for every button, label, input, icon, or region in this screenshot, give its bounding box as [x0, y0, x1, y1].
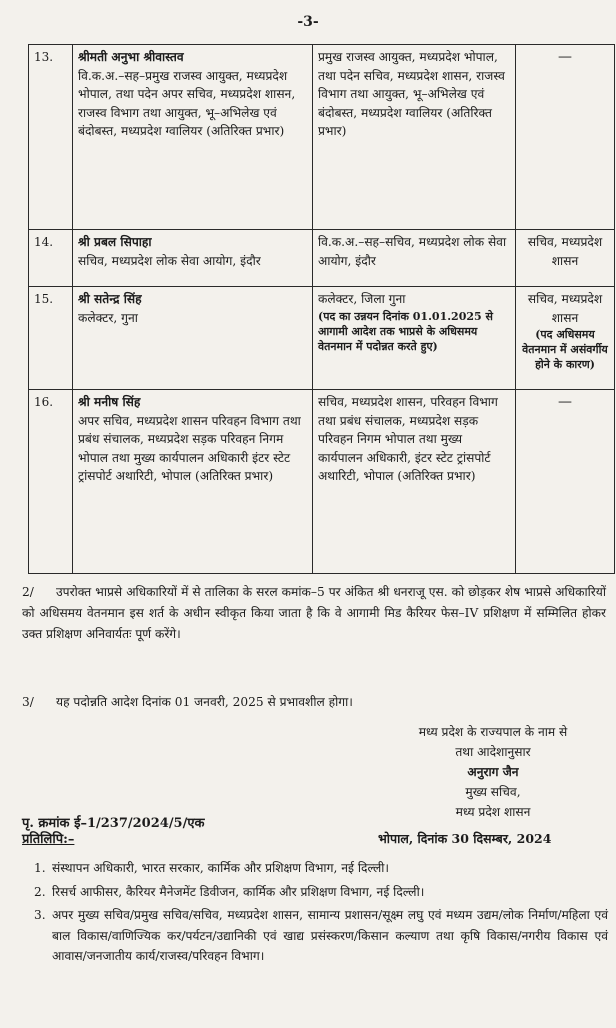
posting-table — [28, 44, 615, 574]
officer-cell — [73, 390, 313, 574]
current-post: अपर सचिव, मध्यप्रदेश शासन परिवहन विभाग तथा प्रबंध संचालक, मध्यप्रदेश सड़क परिवहन निगम भोपाल तथा मुख्य कार्यपालन अधिकारी इंटर स्टेट ट्रांसपोर्ट अथारिटी, भोपाल (अतिरिक्त प्रभार) — [78, 413, 301, 483]
table-row — [29, 287, 615, 390]
remark-cell — [516, 390, 615, 574]
paragraph-3 — [22, 692, 606, 713]
list-item — [34, 905, 608, 967]
officer-cell — [73, 287, 313, 390]
remark-cell — [516, 230, 615, 287]
new-post: वि.क.अ.–सह–सचिव, मध्यप्रदेश लोक सेवा आयोग, इंदौर — [318, 235, 507, 268]
order-reference: पृ. क्रमांक ई–1/237/2024/5/एक — [22, 816, 205, 831]
list-text: रिसर्च आफीसर, कैरियर मैनेजमेंट डिवीजन, कार्मिक और प्रशिक्षण विभाग, नई दिल्ली। — [52, 884, 425, 899]
serial-number: 16. — [29, 390, 73, 574]
page-number: -3- — [297, 14, 319, 30]
serial-number: 15. — [29, 287, 73, 390]
remark: — — [558, 49, 572, 65]
signatory-designation: मुख्य सचिव, — [465, 785, 521, 799]
remark-note: (पद अधिसमय वेतनमान में असंवर्गीय होने के कारण) — [522, 328, 608, 371]
new-post: प्रमुख राजस्व आयुक्त, मध्यप्रदेश भोपाल, तथा पदेन सचिव, मध्यप्रदेश शासन, राजस्व विभाग तथा आयुक्त, भू–अभिलेख एवं बंदोबस्त, मध्यप्रदेश ग्वालियर (अतिरिक्त प्रभार) — [318, 50, 505, 138]
paragraph-text: उपरोक्त भाप्रसे अधिकारियों में से तालिका के सरल कमांक–5 पर अंकित श्री धनराजू एस. को छोड़कर शेष भाप्रसे अधिकारियों को अधिसमय वेतनमान इस शर्त के अधीन स्वीकृत किया जाता है कि वे आगामी मिड कैरियर फेस–IV प्रशिक्षण में सम्मिलित होकर उक्त प्रशिक्षण अनिवार्यतः पूर्ण करेंगे। — [22, 585, 606, 641]
remark-cell — [516, 287, 615, 390]
officer-cell — [73, 45, 313, 230]
paragraph-number: 2/ — [22, 585, 34, 599]
serial-number: 14. — [29, 230, 73, 287]
new-post-cell — [313, 390, 516, 574]
list-text: संस्थापन अधिकारी, भारत सरकार, कार्मिक और प्रशिक्षण विभाग, नई दिल्ली। — [52, 861, 389, 875]
order-line: तथा आदेशानुसार — [455, 745, 531, 759]
paragraph-text: यह पदोन्नति आदेश दिनांक 01 जनवरी, 2025 से प्रभावशील होगा। — [56, 695, 353, 709]
remark: सचिव, मध्यप्रदेश शासन — [527, 235, 603, 268]
order-date: भोपाल, दिनांक 30 दिसम्बर, 2024 — [378, 831, 552, 846]
copy-to-heading: प्रतिलिपि:– — [22, 832, 75, 847]
new-post-cell — [313, 45, 516, 230]
copy-to-list — [34, 858, 608, 970]
new-post-cell — [313, 230, 516, 287]
officer-cell — [73, 230, 313, 287]
current-post: कलेक्टर, गुना — [78, 310, 138, 325]
table-row — [29, 390, 615, 574]
new-post: कलेक्टर, जिला गुना — [318, 292, 406, 306]
new-post-cell — [313, 287, 516, 390]
new-post: सचिव, मध्यप्रदेश शासन, परिवहन विभाग तथा प्रबंध संचालक, मध्यप्रदेश सड़क परिवहन निगम भोपाल तथा मुख्य कार्यपालन अधिकारी, इंटर स्टेट ट्रांसपोर्ट अथारिटी, भोपाल (अतिरिक्त प्रभार) — [318, 395, 498, 483]
list-item — [34, 858, 608, 879]
table-row — [29, 230, 615, 287]
new-post-note: (पद का उन्नयन दिनांक 01.01.2025 से आगामी आदेश तक भाप्रसे के अधिसमय वेतनमान में पदोन्नत करते हुए) — [318, 309, 493, 353]
officer-name: श्रीमती अनुभा श्रीवास्तव — [78, 50, 184, 64]
paragraph-2 — [22, 582, 606, 645]
remark-cell — [516, 45, 615, 230]
signatory-name: अनुराग जैन — [467, 765, 519, 779]
current-post: वि.क.अ.–सह–प्रमुख राजस्व आयुक्त, मध्यप्रदेश भोपाल, तथा पदेन अपर सचिव, मध्यप्रदेश शासन, राजस्व विभाग तथा आयुक्त, भू–अभिलेख एवं बंदोबस्त, मध्यप्रदेश ग्वालियर (अतिरिक्त प्रभार) — [78, 68, 296, 138]
list-item — [34, 882, 608, 903]
officer-name: श्री सतेन्द्र सिंह — [78, 292, 142, 306]
list-number: 3. — [34, 908, 46, 922]
officer-name: श्री प्रबल सिपाहा — [78, 235, 152, 249]
signatory-office: मध्य प्रदेश शासन — [455, 805, 531, 819]
signature-block — [380, 722, 606, 822]
list-text: अपर मुख्य सचिव/प्रमुख सचिव/सचिव, मध्यप्रदेश शासन, सामान्य प्रशासन/सूक्ष्म लघु एवं मध्यम उद्यम/लोक निर्माण/महिला एवं बाल विकास/वाणिज्यिक कर/पर्यटन/उद्यानिकी एवं खाद्य प्रसंस्करण/किसान कल्याण तथा कृषि विकास/नगरीय विकास एवं आवास/जनजातीय कार्य/राजस्व/परिवहन विभाग। — [52, 908, 608, 963]
paragraph-number: 3/ — [22, 695, 34, 709]
table-row — [29, 45, 615, 230]
list-number: 1. — [34, 861, 46, 875]
remark: — — [558, 394, 572, 410]
current-post: सचिव, मध्यप्रदेश लोक सेवा आयोग, इंदौर — [78, 253, 261, 268]
remark: सचिव, मध्यप्रदेश शासन — [527, 292, 603, 325]
serial-number: 13. — [29, 45, 73, 230]
authority-line: मध्य प्रदेश के राज्यपाल के नाम से — [418, 725, 568, 739]
list-number: 2. — [34, 884, 46, 899]
officer-name: श्री मनीष सिंह — [78, 395, 141, 409]
